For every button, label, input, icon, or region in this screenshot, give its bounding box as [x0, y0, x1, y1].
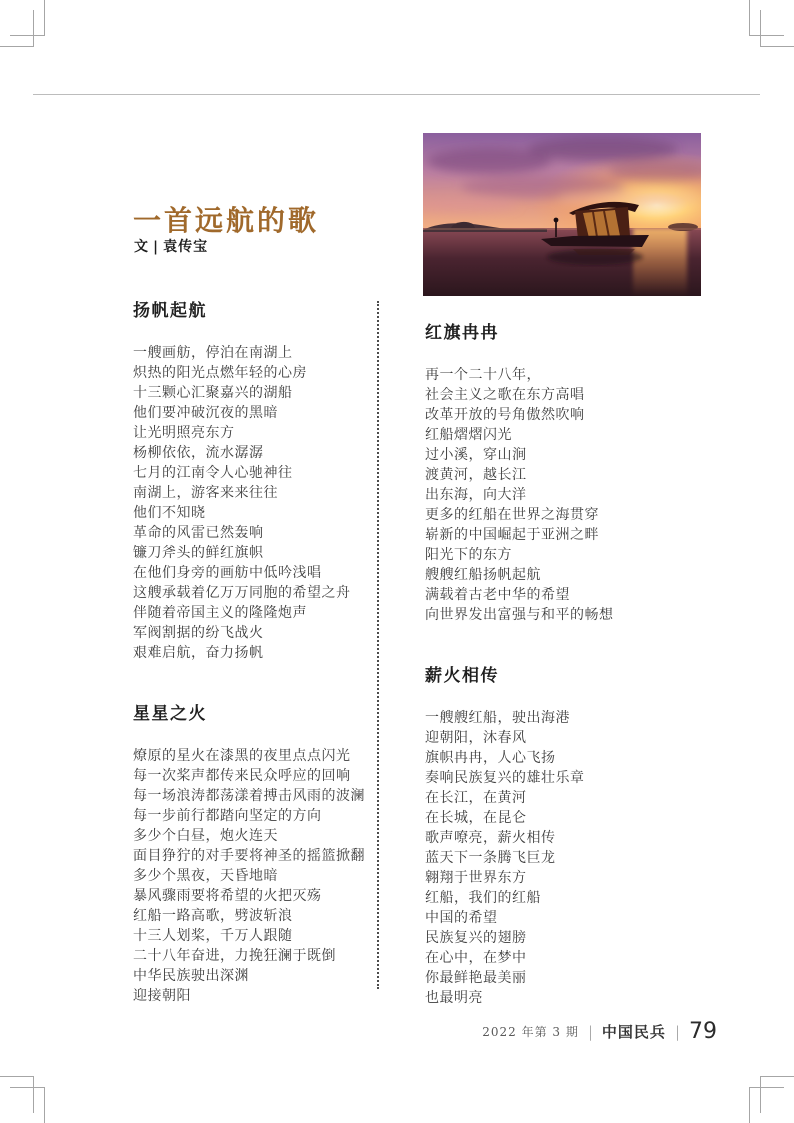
crop-mark: [33, 1076, 34, 1113]
poem-line: 更多的红船在世界之海贯穿: [425, 507, 599, 523]
byline-prefix: 文: [134, 239, 149, 255]
poem-line: 社会主义之歌在东方高唱: [425, 387, 585, 403]
poem-line: 再一个二十八年，: [425, 367, 541, 383]
poem-line: 崭新的中国崛起于亚洲之畔: [425, 527, 599, 543]
crop-mark: [0, 46, 33, 47]
poem-line: 十三颗心汇聚嘉兴的湖船: [133, 385, 293, 401]
poem-section: [133, 296, 369, 663]
crop-mark: [761, 1076, 794, 1077]
poem-line: 镰刀斧头的鲜红旗帜: [133, 545, 264, 561]
poem-line: 在他们身旁的画舫中低吟浅唱: [133, 565, 322, 581]
poem-line: 红船熠熠闪光: [425, 427, 512, 443]
poem-line: 多少个白昼，炮火连天: [133, 828, 278, 844]
crop-mark: [761, 46, 794, 47]
red-boat-sunset-illustration: [423, 133, 701, 296]
poem-line: 你最鲜艳最美丽: [425, 970, 527, 986]
poem-line: 二十八年奋进，力挽狂澜于既倒: [133, 948, 336, 964]
byline-author: 袁传宝: [163, 239, 209, 255]
header-rule: [33, 94, 760, 95]
crop-mark: [760, 1076, 761, 1113]
footer-issue: 2022 年第 3 期: [482, 1025, 579, 1039]
poem-line: 在长城，在昆仑: [425, 810, 527, 826]
poem-line: 这艘承载着亿万万同胞的希望之舟: [133, 585, 351, 601]
poem-line: 出东海，向大洋: [425, 487, 527, 503]
section-heading: 星星之火: [133, 704, 207, 724]
poem-line: 向世界发出富强与和平的畅想: [425, 607, 614, 623]
crop-mark: [44, 1087, 45, 1123]
poem-line: 迎朝阳，沐春风: [425, 730, 527, 746]
poem-line: 面目狰狞的对手要将神圣的摇篮掀翻: [133, 848, 365, 864]
crop-mark: [44, 0, 45, 36]
poem-line: 一艘画舫，停泊在南湖上: [133, 345, 293, 361]
poem-line: 南湖上，游客来来往往: [133, 485, 278, 501]
poem-line: 阳光下的东方: [425, 547, 512, 563]
footer-magazine-name: 中国民兵: [601, 1023, 666, 1041]
poem-line: 一艘艘红船，驶出海港: [425, 710, 570, 726]
byline-separator: |: [153, 239, 160, 255]
poem-line: 杨柳依依，流水潺潺: [133, 445, 264, 461]
poem-line: 翱翔于世界东方: [425, 870, 527, 886]
poem-line: 民族复兴的翅膀: [425, 930, 527, 946]
crop-mark: [33, 10, 34, 47]
poem-line: 炽热的阳光点燃年轻的心房: [133, 365, 307, 381]
poem-section: [133, 699, 369, 1006]
poem-line: 每一步前行都踏向坚定的方向: [133, 808, 322, 824]
poem-line: 艰难启航，奋力扬帆: [133, 645, 264, 661]
poem-line: 中国的希望: [425, 910, 498, 926]
article-title: 一首远航的歌: [133, 203, 320, 237]
poem-line: 红船一路高歌，劈波斩浪: [133, 908, 293, 924]
section-heading: 扬帆起航: [133, 301, 207, 321]
poem-line: 七月的江南令人心驰神往: [133, 465, 293, 481]
footer-page-number: 79: [689, 1019, 717, 1044]
crop-mark: [749, 0, 750, 36]
poem-line: 蓝天下一条腾飞巨龙: [425, 850, 556, 866]
poem-line: 迎接朝阳: [133, 988, 191, 1004]
poem-line: 他们要冲破沉夜的黑暗: [133, 405, 278, 421]
poem-line: 也最明亮: [425, 990, 483, 1006]
poem-section: [425, 318, 697, 625]
poem-line: 改革开放的号角傲然吹响: [425, 407, 585, 423]
footer-separator: |: [674, 1022, 680, 1041]
poem-line: 每一次桨声都传来民众呼应的回响: [133, 768, 351, 784]
crop-mark: [0, 1076, 33, 1077]
poem-line: 奏响民族复兴的雄壮乐章: [425, 770, 585, 786]
poem-line: 旗帜冉冉，人心飞扬: [425, 750, 556, 766]
crop-mark: [749, 35, 784, 36]
article-photo: [423, 133, 701, 296]
poem-line: 十三人划桨，千万人跟随: [133, 928, 293, 944]
poem-line: 燎原的星火在漆黑的夜里点点闪光: [133, 748, 351, 764]
poem-line: 艘艘红船扬帆起航: [425, 567, 541, 583]
right-column: [425, 318, 697, 1008]
poem-line: 中华民族驶出深渊: [133, 968, 249, 984]
poem-line: 军阀割据的纷飞战火: [133, 625, 264, 641]
crop-mark: [749, 1087, 784, 1088]
poem-section: [425, 661, 697, 1008]
crop-mark: [10, 1087, 45, 1088]
poem-line: 歌声嘹亮，薪火相传: [425, 830, 556, 846]
footer-separator: |: [587, 1022, 593, 1041]
poem-line: 满载着古老中华的希望: [425, 587, 570, 603]
byline: [134, 236, 208, 256]
poem-line: 伴随着帝国主义的隆隆炮声: [133, 605, 307, 621]
crop-mark: [10, 35, 45, 36]
crop-mark: [760, 10, 761, 47]
poem-line: 让光明照亮东方: [133, 425, 235, 441]
poem-line: 过小溪，穿山涧: [425, 447, 527, 463]
poem-line: 每一场浪涛都荡漾着搏击风雨的波澜: [133, 788, 365, 804]
poem-line: 渡黄河，越长江: [425, 467, 527, 483]
poem-line: 暴风骤雨要将希望的火把灭殇: [133, 888, 322, 904]
poem-line: 革命的风雷已然轰响: [133, 525, 264, 541]
page-footer: [482, 1019, 717, 1044]
poem-line: 红船，我们的红船: [425, 890, 541, 906]
section-heading: 薪火相传: [425, 666, 499, 686]
left-column: [133, 296, 369, 1006]
poem-line: 在心中，在梦中: [425, 950, 527, 966]
poem-line: 他们不知晓: [133, 505, 206, 521]
poem-line: 在长江，在黄河: [425, 790, 527, 806]
section-heading: 红旗冉冉: [425, 323, 499, 343]
crop-mark: [749, 1087, 750, 1123]
poem-line: 多少个黑夜，天昏地暗: [133, 868, 278, 884]
column-divider: [377, 301, 379, 989]
